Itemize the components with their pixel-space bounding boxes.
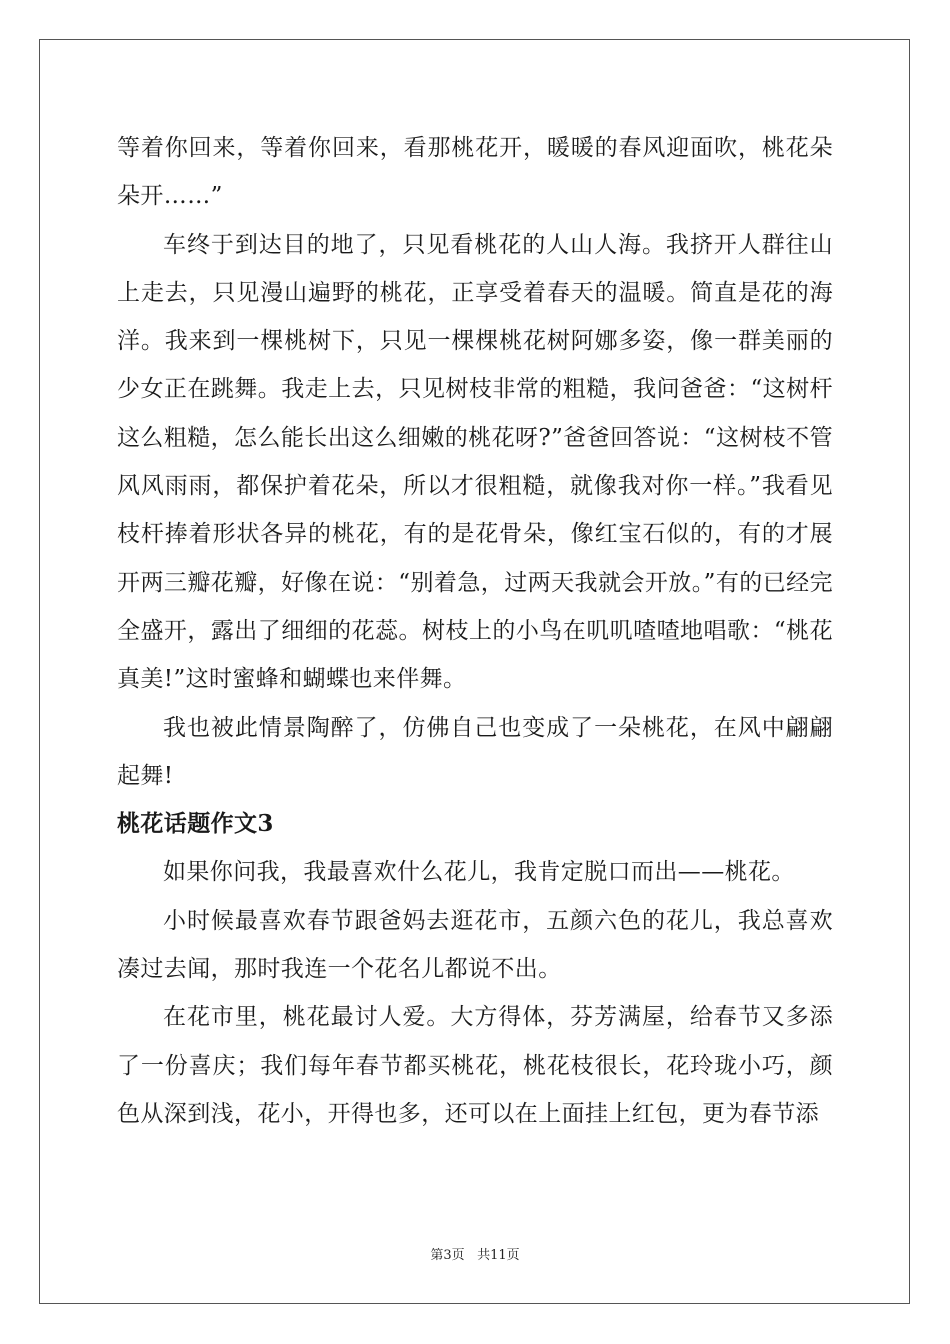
paragraph: 我也被此情景陶醉了，仿佛自己也变成了一朵桃花，在风中翩翩起舞! (117, 714, 833, 789)
total-pages: 共11页 (477, 1248, 520, 1263)
paragraph: 等着你回来，等着你回来，看那桃花开，暖暖的春风迎面吹，桃花朵朵开……” (117, 135, 833, 210)
document-body (117, 124, 833, 1138)
page-footer (0, 1247, 950, 1265)
paragraph: 在花市里，桃花最讨人爱。大方得体，芬芳满屋，给春节又多添了一份喜庆；我们每年春节都买桃花，桃花枝很长，花玲珑小巧，颜色从深到浅，花小，开得也多，还可以在上面挂上红包，更为春节添 (117, 1004, 833, 1127)
paragraph: 如果你问我，我最喜欢什么花儿，我肯定脱口而出——桃花。 (163, 859, 795, 886)
paragraph: 车终于到达目的地了，只见看桃花的人山人海。我挤开人群往山上走去，只见漫山遍野的桃花，正享受着春天的温暖。简直是花的海洋。我来到一棵桃树下，只见一棵棵桃花树阿娜多姿，像一群美丽的少女正在跳舞。我走上去，只见树枝非常的粗糙，我问爸爸：“这树杆这么粗糙，怎么能长出这么细嫩的桃花呀?”爸爸回答说：“这树枝不管风风雨雨，都保护着花朵，所以才很粗糙，就像我对你一样。”我看见枝杆捧着形状各异的桃花，有的是花骨朵，像红宝石似的，有的才展开两三瓣花瓣，好像在说：“别着急，过两天我就会开放。”有的已经完全盛开，露出了细细的花蕊。树枝上的小鸟在叽叽喳喳地唱歌：“桃花真美!”这时蜜蜂和蝴蝶也来伴舞。 (117, 231, 833, 693)
section-heading: 桃花话题作文3 (117, 810, 274, 838)
page-number: 第3页 (430, 1248, 465, 1263)
paragraph: 小时候最喜欢春节跟爸妈去逛花市，五颜六色的花儿，我总喜欢凑过去闻，那时我连一个花名儿都说不出。 (117, 907, 833, 983)
